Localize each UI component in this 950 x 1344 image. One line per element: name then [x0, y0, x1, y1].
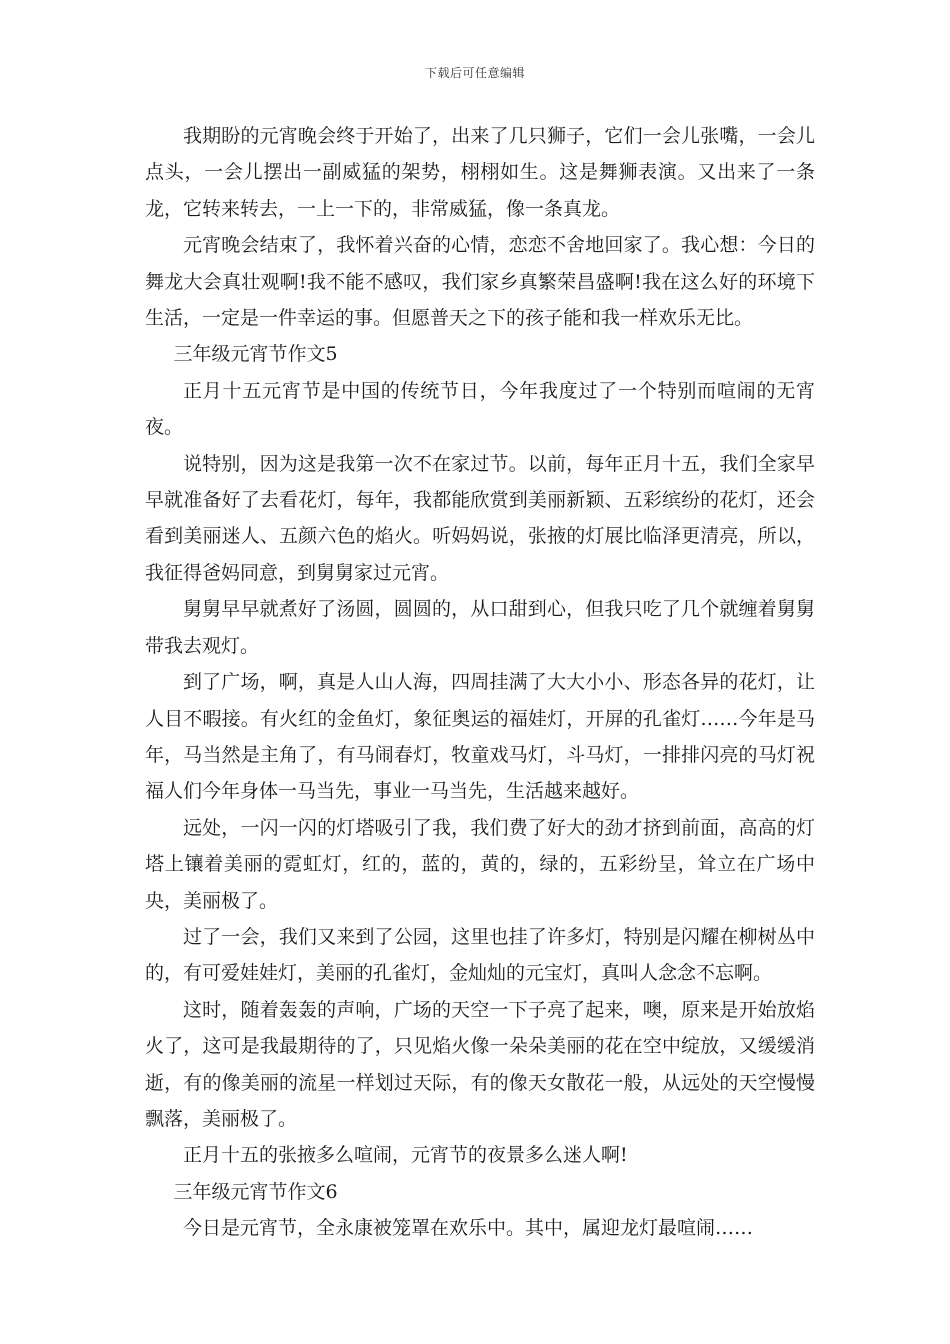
paragraph: 正月十五的张掖多么喧闹，元宵节的夜景多么迷人啊!	[183, 1144, 628, 1167]
paragraph: 过了一会，我们又来到了公园，这里也挂了许多灯，特别是闪耀在柳树丛中的，有可爱娃娃灯，美丽的孔雀灯，金灿灿的元宝灯，真叫人念念不忘啊。	[145, 925, 815, 985]
page-header-note: 下载后可任意编辑	[424, 66, 525, 80]
paragraph: 正月十五元宵节是中国的传统节日，今年我度过了一个特别而喧闹的无宵夜。	[145, 379, 815, 439]
paragraph: 我期盼的元宵晚会终于开始了，出来了几只狮子，它们一会儿张嘴，一会儿点头，一会儿摆出一副威猛的架势，栩栩如生。这是舞狮表演。又出来了一条龙，它转来转去，一上一下的，非常威猛，像一条真龙。	[145, 125, 815, 220]
paragraph: 到了广场，啊，真是人山人海，四周挂满了大大小小、形态各异的花灯，让人目不暇接。有火红的金鱼灯，象征奥运的福娃灯，开屏的孔雀灯……今年是马年，马当然是主角了，有马闹春灯，牧童戏马灯，斗马灯，一排排闪亮的马灯祝福人们今年身体一马当先，事业一马当先，生活越来越好。	[145, 671, 815, 803]
paragraph: 今日是元宵节，全永康被笼罩在欢乐中。其中，属迎龙灯最喧闹……	[183, 1217, 754, 1240]
paragraph: 远处，一闪一闪的灯塔吸引了我，我们费了好大的劲才挤到前面，高高的灯塔上镶着美丽的霓虹灯，红的，蓝的，黄的，绿的，五彩纷呈，耸立在广场中央，美丽极了。	[145, 816, 815, 912]
paragraph: 元宵晚会结束了，我怀着兴奋的心情，恋恋不舍地回家了。我心想：今日的舞龙大会真壮观啊!我不能不感叹，我们家乡真繁荣昌盛啊!我在这么好的环境下生活，一定是一件幸运的事。但愿普天之下的孩子能和我一样欢乐无比。	[145, 234, 815, 330]
paragraph: 说特别，因为这是我第一次不在家过节。以前，每年正月十五，我们全家早早就准备好了去看花灯，每年，我都能欣赏到美丽新颖、五彩缤纷的花灯，还会看到美丽迷人、五颜六色的焰火。听妈妈说，张掖的灯展比临泽更清亮，所以，我征得爸妈同意，到舅舅家过元宵。	[145, 452, 815, 584]
paragraph: 舅舅早早就煮好了汤圆，圆圆的，从口甜到心，但我只吃了几个就缠着舅舅带我去观灯。	[145, 598, 815, 657]
paragraph: 这时，随着轰轰的声响，广场的天空一下子亮了起来，噢，原来是开始放焰火了，这可是我最期待的了，只见焰火像一朵朵美丽的花在空中绽放，又缓缓消逝，有的像美丽的流星一样划过天际，有的像天女散花一般，从远处的天空慢慢飘落，美丽极了。	[145, 998, 815, 1130]
section-heading: 三年级元宵节作文6	[173, 1180, 338, 1203]
document-body	[145, 118, 815, 1247]
section-heading: 三年级元宵节作文5	[173, 343, 338, 366]
